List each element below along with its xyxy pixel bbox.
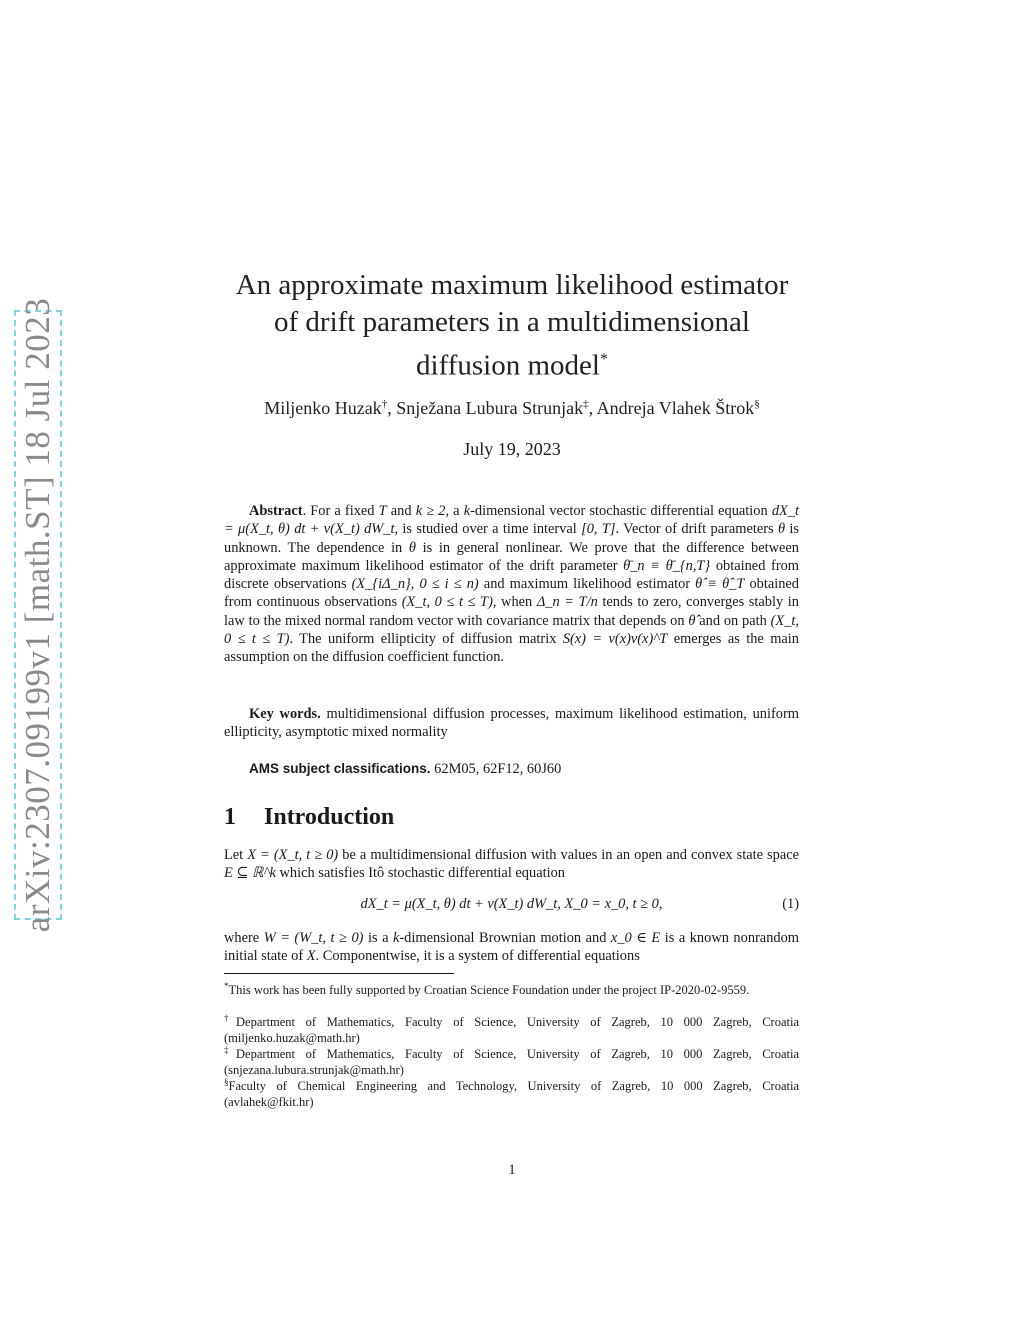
footnote: *This work has been fully supported by Croatian Science Foundation under the project IP-2020-02-9559. [224, 981, 750, 998]
footnote-mark: † [224, 1013, 237, 1023]
author: Snježana Lubura Strunjak‡, [396, 398, 597, 418]
intro-paragraph: Let X = (X_t, t ≥ 0) be a multidimensional diffusion with values in an open and convex state space E ⊆ ℝ^k which satisfies Itô stochastic differential equation [224, 847, 799, 882]
keywords-label: Key words. [249, 706, 321, 722]
footnote-divider [224, 973, 454, 974]
footnote: ‡Department of Mathematics, Faculty of Science, University of Zagreb, 10 000 Zagreb, Croatia (snjezana.lubura.strunjak@math.hr) [224, 1045, 799, 1078]
equation-1 [224, 896, 799, 916]
footnote: †Department of Mathematics, Faculty of Science, University of Zagreb, 10 000 Zagreb, Croatia (miljenko.huzak@math.hr) [224, 1013, 799, 1046]
section-title: Introduction [264, 804, 395, 830]
equation-number: (1) [782, 896, 799, 912]
footnote-mark: ‡ [224, 1045, 237, 1055]
title-line: An approximate maximum likelihood estimator [235, 269, 789, 301]
author: Andreja Vlahek Štrok§ [596, 398, 760, 418]
arxiv-identifier: arXiv:2307.09199v1 [math.ST] 18 Jul 2023 [18, 297, 57, 933]
footnote: §Faculty of Chemical Engineering and Technology, University of Zagreb, 10 000 Zagreb, Croatia (avlahek@fkit.hr) [224, 1077, 799, 1110]
footnote-mark: § [224, 1077, 229, 1087]
title-line: of drift parameters in a multidimensional [274, 306, 750, 338]
abstract-label: Abstract [249, 503, 303, 519]
page-number: 1 [508, 1162, 516, 1178]
paper-date: July 19, 2023 [463, 439, 561, 459]
section-number: 1 [224, 804, 236, 830]
title-line-last: diffusion model* [416, 349, 608, 382]
keywords: Key words. multidimensional diffusion processes, maximum likelihood estimation, uniform ellipticity, asymptotic mixed normality [224, 706, 799, 741]
footnote-mark: * [224, 981, 229, 991]
author: Miljenko Huzak†, [264, 398, 397, 418]
arxiv-identifier-stamp [14, 297, 62, 933]
ams-label: AMS subject classifications. [249, 761, 431, 776]
abstract: Abstract. For a fixed T and k ≥ 2, a k-dimensional vector stochastic differential equation dX_t = μ(X_t, θ) dt + ν(X_t) dW_t, is studied over a time interval [0, T]. Vector of drift parameters θ is unknown. The dependence in θ is in general nonlinear. We prove that the difference between approximate maximum likelihood estimator of the drift parameter θ̄_n ≡ θ̄_{n,T} obtained from discrete observations (X_{iΔ_n}, 0 ≤ i ≤ n) and maximum likelihood estimator θ̂ ≡ θ̂_T obtained from continuous observations (X_t, 0 ≤ t ≤ T), when Δ_n = T/n tends to zero, converges stably in law to the mixed normal random vector with covariance matrix that depends on θ̂ and on path (X_t, 0 ≤ t ≤ T). The uniform ellipticity of diffusion matrix S(x) = ν(x)ν(x)^T emerges as the main assumption on the diffusion coefficient function. [224, 503, 800, 666]
author-list [200, 398, 824, 419]
ams-classifications: AMS subject classifications. 62M05, 62F12, 60J60 [249, 761, 562, 777]
paper-title [180, 267, 844, 385]
section-heading [224, 804, 394, 831]
equation-body: dX_t = μ(X_t, θ) dt + ν(X_t) dW_t, X_0 = x_0, t ≥ 0, [360, 896, 663, 912]
intro-paragraph-continued: where W = (W_t, t ≥ 0) is a k-dimensional Brownian motion and x_0 ∈ E is a known nonrandom initial state of X. Componentwise, it is a system of differential equations [224, 930, 799, 965]
title-footnote-mark: * [599, 351, 608, 368]
